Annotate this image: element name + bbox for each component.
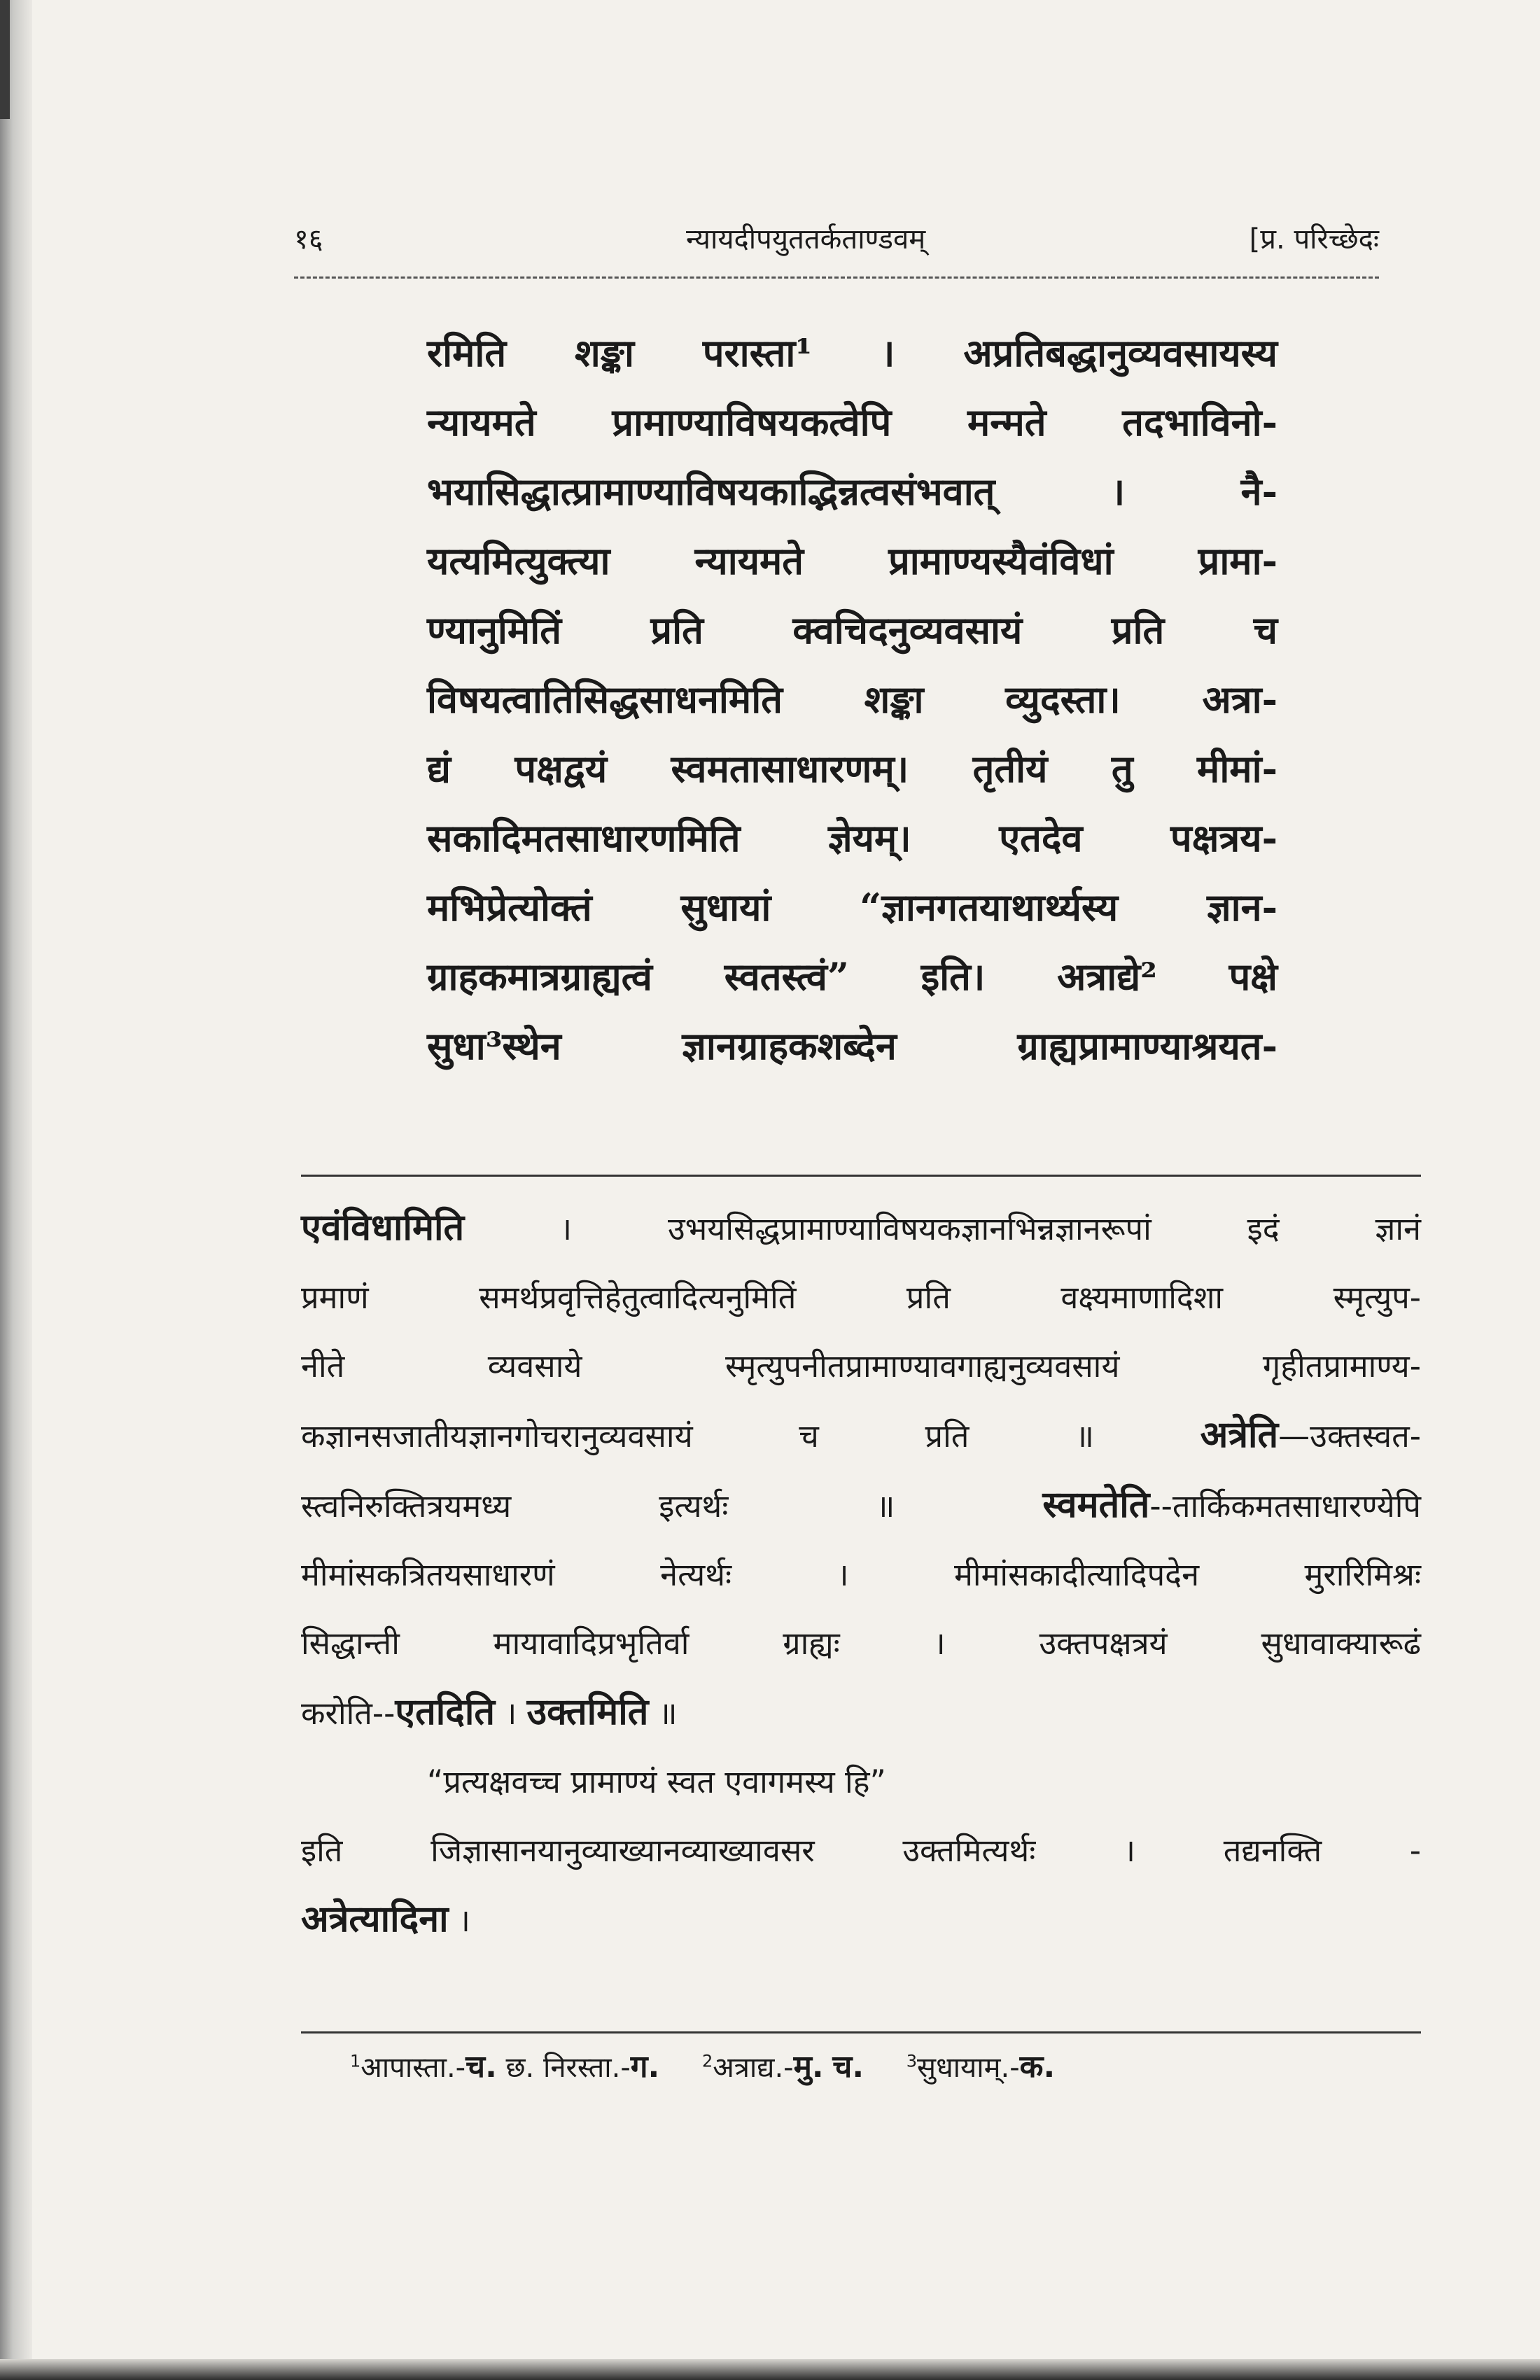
commentary-line — [301, 1471, 1421, 1541]
commentary-line — [301, 1194, 1421, 1264]
main-text-line: सुधा³स्थेन ज्ञानग्राहकशब्देन ग्राह्यप्रामाण्याश्रयत- — [427, 1023, 1278, 1068]
commentary-keyword: अत्रेति — [1200, 1413, 1279, 1456]
commentary-line: मीमांसकत्रितयसाधारणं नेत्यर्थः । मीमांसकादीत्यादिपदेन मुरारिमिश्रः — [301, 1556, 1421, 1593]
commentary — [301, 1194, 1421, 1955]
footnote-siglum: क. — [1019, 2049, 1056, 2085]
book-title: न्यायदीपयुततर्कताण्डवम् — [686, 223, 926, 255]
commentary-line — [301, 1885, 1421, 1955]
main-text-line: ग्राहकमात्रग्राह्यत्वं स्वतस्त्वं” इति। अत्राद्ये² पक्षे — [427, 954, 1278, 999]
commentary-line: नीते व्यवसाये स्मृत्युपनीतप्रामाण्यावगाह्यनुव्यवसायं गृहीतप्रामाण्य- — [301, 1348, 1421, 1385]
commentary-text: —उक्तस्वत- — [1278, 1418, 1421, 1455]
chapter-label: [प्र. परिच्छेदः — [1249, 223, 1379, 255]
main-text-line: ण्यानुमितिं प्रति क्वचिदनुव्यवसायं प्रति च — [427, 608, 1278, 652]
footnote-siglum: च. — [832, 2049, 864, 2085]
main-text-line: सकादिमतसाधारणमिति ज्ञेयम्। एतदेव पक्षत्रय- — [427, 816, 1278, 860]
main-text-line: द्यं पक्षद्वयं स्वमतासाधारणम्। तृतीयं तु मीमां- — [427, 746, 1278, 791]
main-text-line: भयासिद्धात्प्रामाण्याविषयकाद्भिन्नत्वसंभवात् । नै- — [427, 469, 1278, 514]
footnotes — [350, 2044, 1400, 2086]
commentary-line — [301, 1678, 1421, 1748]
main-text — [427, 318, 1278, 1081]
commentary-quote: “प्रत्यक्षवच्च प्रामाण्यं स्वत एवागमस्य हि” — [427, 1763, 886, 1800]
commentary-keyword: स्वमतेति — [1042, 1483, 1150, 1526]
footnote — [906, 2049, 1056, 2085]
commentary-rule — [301, 1175, 1421, 1177]
footnote — [350, 2049, 660, 2085]
footnote-number: 3 — [906, 2051, 918, 2071]
commentary-text: करोति-- — [301, 1695, 396, 1732]
commentary-text: । उभयसिद्धप्रामाण्याविषयकज्ञानभिन्नज्ञानरूपां इदं ज्ञानं — [464, 1210, 1421, 1247]
footnote-siglum: च. — [465, 2049, 497, 2085]
main-text-line: मभिप्रेत्योक्तं सुधायां “ज्ञानगतयाथार्थ्यस्य ज्ञान- — [427, 885, 1278, 930]
commentary-text: कज्ञानसजातीयज्ञानगोचरानुव्यवसायं च प्रति ॥ — [301, 1418, 1200, 1455]
commentary-line — [301, 1401, 1421, 1471]
footnote-siglum: ग. — [630, 2049, 660, 2085]
footnote-text — [824, 2052, 833, 2084]
commentary-text: --तार्किकमतसाधारण्येपि — [1149, 1488, 1421, 1525]
commentary-keyword: उक्तमिति — [526, 1690, 649, 1733]
main-text-line: रमिति शङ्का परास्ता¹ । अप्रतिबद्धानुव्यवसायस्य — [427, 330, 1278, 375]
main-text-line: यत्यमित्युक्त्या न्यायमते प्रामाण्यस्यैवंविधां प्रामा- — [427, 538, 1278, 583]
main-text-line: विषयत्वातिसिद्धसाधनमिति शङ्का व्युदस्ता। अत्रा- — [427, 677, 1278, 722]
main-text-line: न्यायमते प्रामाण्याविषयकत्वेपि मन्मते तदभाविनो- — [427, 400, 1278, 444]
commentary-keyword: एवंविधामिति — [301, 1206, 465, 1249]
commentary-keyword: एतदिति — [395, 1690, 495, 1733]
footnote-text: सुधायाम्.- — [917, 2052, 1020, 2084]
running-header — [294, 210, 1379, 266]
commentary-text: । — [495, 1695, 527, 1732]
commentary-text: । — [448, 1902, 470, 1939]
footnote-number: 2 — [701, 2051, 713, 2071]
footnote-text: छ. निरस्ता.- — [496, 2052, 631, 2084]
page-number: १६ — [294, 223, 323, 255]
footnote-text: आपास्ता.- — [360, 2052, 466, 2084]
header-rule — [294, 276, 1379, 279]
footnote-text: अत्राद्य.- — [713, 2052, 794, 2084]
page-binding-edge — [0, 0, 32, 2380]
commentary-line: सिद्धान्ती मायावादिप्रभृतिर्वा ग्राह्यः । उक्तपक्षत्रयं सुधावाक्यारूढं — [301, 1625, 1421, 1662]
commentary-keyword: अत्रेत्यादिना — [301, 1898, 449, 1940]
commentary-text: स्त्वनिरुक्तित्रयमध्य इत्यर्थः ॥ — [301, 1488, 1043, 1525]
commentary-text: ॥ — [648, 1695, 678, 1732]
commentary-line: प्रमाणं समर्थप्रवृत्तिहेतुत्वादित्यनुमितिं प्रति वक्ष्यमाणादिशा स्मृत्युप- — [301, 1279, 1421, 1316]
footnote-siglum: मु. — [793, 2049, 824, 2085]
page-bottom-edge — [0, 2359, 1540, 2380]
footnote-rule — [301, 2031, 1421, 2033]
commentary-line: इति जिज्ञासानयानुव्याख्यानव्याख्यावसर उक्तमित्यर्थः । तद्यनक्ति - — [301, 1832, 1421, 1869]
footnote-number: 1 — [350, 2051, 361, 2071]
footnote — [701, 2049, 864, 2085]
page-binding-shadow — [0, 0, 10, 119]
